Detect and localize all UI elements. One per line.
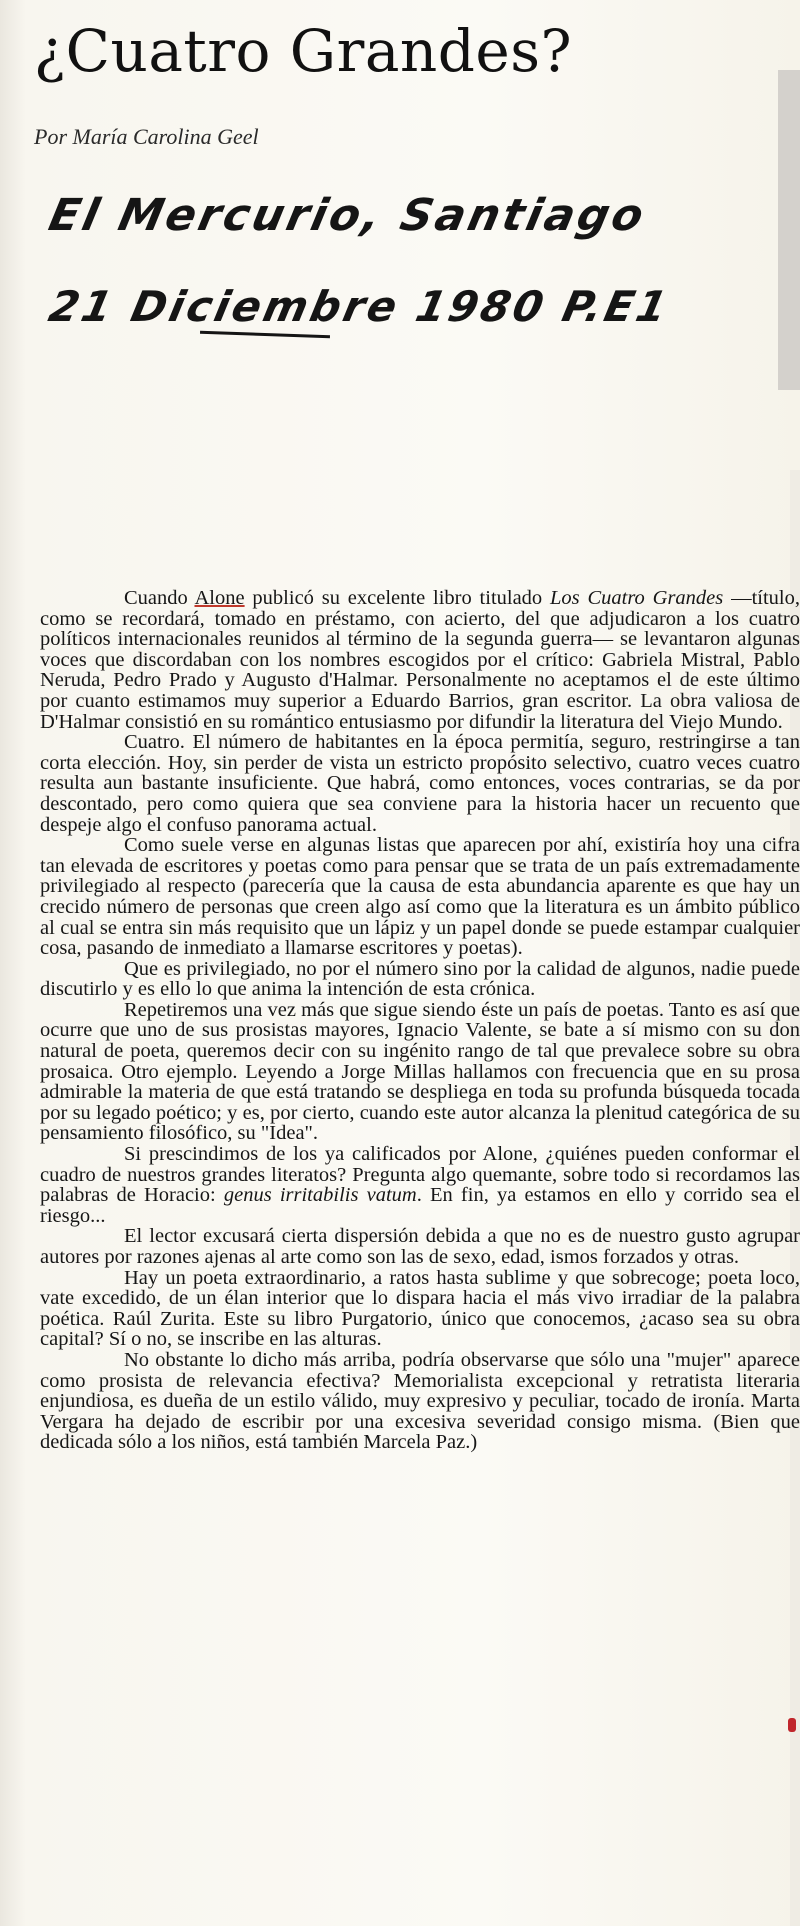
- handwritten-source: El Mercurio, Santiago: [44, 190, 651, 241]
- paragraph: No obstante lo dicho más arriba, podría observarse que sólo una "mujer" aparece como prosista de relevancia efectiva? Memorialista excepcional y retratista literaria enjundiosa, es dueña de un estilo válido, muy expresivo y peculiar, tocado de ironía. Marta Vergara ha dejado de escribir por una excesiva severidad consigo misma. (Bien que dedicada sólo a los niños, está también Marcela Paz.): [40, 1348, 800, 1454]
- paragraph-text: publicó su excelente libro titulado: [244, 587, 551, 609]
- handwritten-underline: [200, 331, 330, 339]
- paragraph: El lector excusará cierta dispersión debida a que no es de nuestro gusto agrupar autores por razones ajenas al arte como son las de sexo, edad, ismos forzados y otras.: [40, 1225, 800, 1268]
- paragraph: [40, 588, 800, 732]
- paragraph-text: —título, como se recordará, tomado en préstamo, con acierto, del que adjudicaron a los cuatro políticos internacionales reunidos al término de la segunda guerra— se levantaron algunas voces que discordaban con los nombres escogidos por el crítico: Gabriela Mistral, Pablo Neruda, Pedro Prado y Augusto d'Halmar. Personalmente no aceptamos el de este último por cuanto estimamos muy superior a Eduardo Barrios, gran escritor. La obra valiosa de D'Halmar consistió en su romántico entusiasmo por difundir la literatura del Viejo Mundo.: [40, 587, 800, 733]
- article-title: ¿Cuatro Grandes?: [34, 17, 573, 85]
- red-ink-mark: [788, 1718, 796, 1732]
- paragraph-text: Si prescindimos de los ya calificados por Alone, ¿quiénes pueden conformar el cuadro de nuestros grandes literatos? Pregunta algo quemante, sobre todo si recordamos las palabras de Horacio:: [40, 1143, 800, 1207]
- paragraph: Repetiremos una vez más que sigue siendo éste un país de poetas. Tanto es así que ocurre que uno de sus prosistas mayores, Ignacio Valente, se bate a sí mismo con su don natural de poeta, queremos decir con su ingénito rango de tal que prevalece sobre su obra prosaica. Otro ejemplo. Leyendo a Jorge Millas hallamos con frecuencia que en su prosa admirable la materia de que está tratando se despliega en toda su profunda búsqueda tocada por su legado poético; y es, por cierto, cuando este autor alcanza la plenitud categórica de su pensamiento filosófico, su "Idea".: [40, 998, 800, 1145]
- paragraph-text: Cuando: [124, 587, 195, 609]
- handwritten-date: 21 Diciembre 1980 P.E1: [44, 282, 675, 331]
- article-body: [40, 588, 800, 1453]
- paragraph: Que es privilegiado, no por el número sino por la calidad de algunos, nadie puede discutirlo y es ello lo que anima la intención de esta crónica.: [40, 957, 800, 1001]
- paragraph-text: . En fin, ya estamos en ello y corrido sea el riesgo...: [40, 1184, 800, 1227]
- article-byline: Por María Carolina Geel: [34, 124, 259, 149]
- paragraph: Hay un poeta extraordinario, a ratos hasta sublime y que sobrecoge; poeta loco, vate excedido, de un élan interior que lo dispara hacia el más vivo irradiar de la palabra poética. Raúl Zurita. Este su libro Purgatorio, único que conocemos, ¿acaso sea su obra capital? Sí o no, se inscribe en las alturas.: [40, 1266, 800, 1351]
- paragraph: [40, 1144, 800, 1226]
- clipping-edge-shadow: [778, 70, 800, 390]
- book-title: Los Cuatro Grandes: [550, 587, 724, 609]
- paragraph: Cuatro. El número de habitantes en la época permitía, seguro, restringirse a tan corta elección. Hoy, sin perder de vista un estricto propósito selectivo, cuatro veces cuatro resulta aun bastante insuficiente. Que habrá, como entonces, voces contrarias, se da por descontado, pero como quiera que sea conviene para la historia hacer un recuento que despeje algo el confuso panorama actual.: [40, 731, 800, 836]
- latin-quote: genus irritabilis vatum: [223, 1184, 417, 1207]
- paragraph: Como suele verse en algunas listas que aparecen por ahí, existiría hoy una cifra tan elevada de escritores y poetas como para pensar que se trata de un país extremadamente privilegiado al respecto (parecería que la causa de esta abundancia aparente es que hay un crecido número de personas que creen algo así como que la literatura es un ámbito público al cual se entra sin más requisito que un lápiz y un papel donde se puede estampar cualquier cosa, pasando de inmediato a llamarse escritores y poetas).: [40, 834, 800, 960]
- alone-underlined-name: Alone: [194, 587, 245, 609]
